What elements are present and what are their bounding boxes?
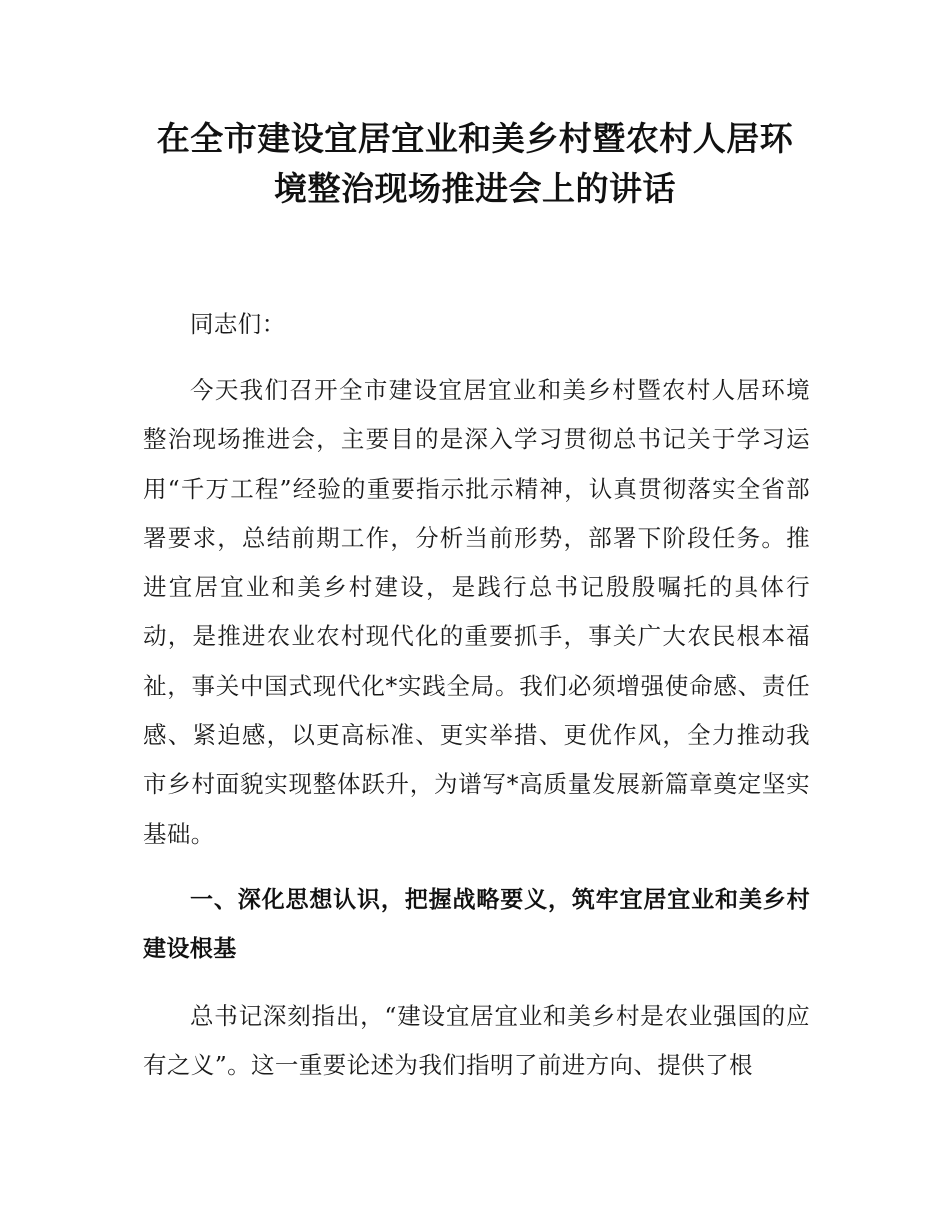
title-line-2: 境整治现场推进会上的讲话: [274, 169, 676, 208]
title-line-1: 在全市建设宜居宜业和美乡村暨农村人居环: [156, 119, 794, 158]
section-heading-1: 一、深化思想认识，把握战略要义，筑牢宜居宜业和美乡村建设根基: [143, 887, 810, 963]
document-title: [145, 114, 805, 214]
paragraph-intro: 今天我们召开全市建设宜居宜业和美乡村暨农村人居环境整治现场推进会，主要目的是深入学习贯彻总书记关于学习运用“千万工程”经验的重要指示批示精神，认真贯彻落实全省部署要求，总结前期工作，分析当前形势，部署下阶段任务。推进宜居宜业和美乡村建设，是践行总书记殷殷嘱托的具体行动，是推进农业农村现代化的重要抓手，事关广大农民根本福祉，事关中国式现代化*实践全局。我们必须增强使命感、责任感、紧迫感，以更高标准、更实举措、更优作风，全力推动我市乡村面貌实现整体跃升，为谱写*高质量发展新篇章奠定坚实基础。: [143, 376, 810, 848]
paragraph-section-1: 总书记深刻指出，“建设宜居宜业和美乡村是农业强国的应有之义”。这一重要论述为我们指明了前进方向、提供了根: [143, 1002, 810, 1080]
salutation: 同志们：: [190, 310, 286, 338]
